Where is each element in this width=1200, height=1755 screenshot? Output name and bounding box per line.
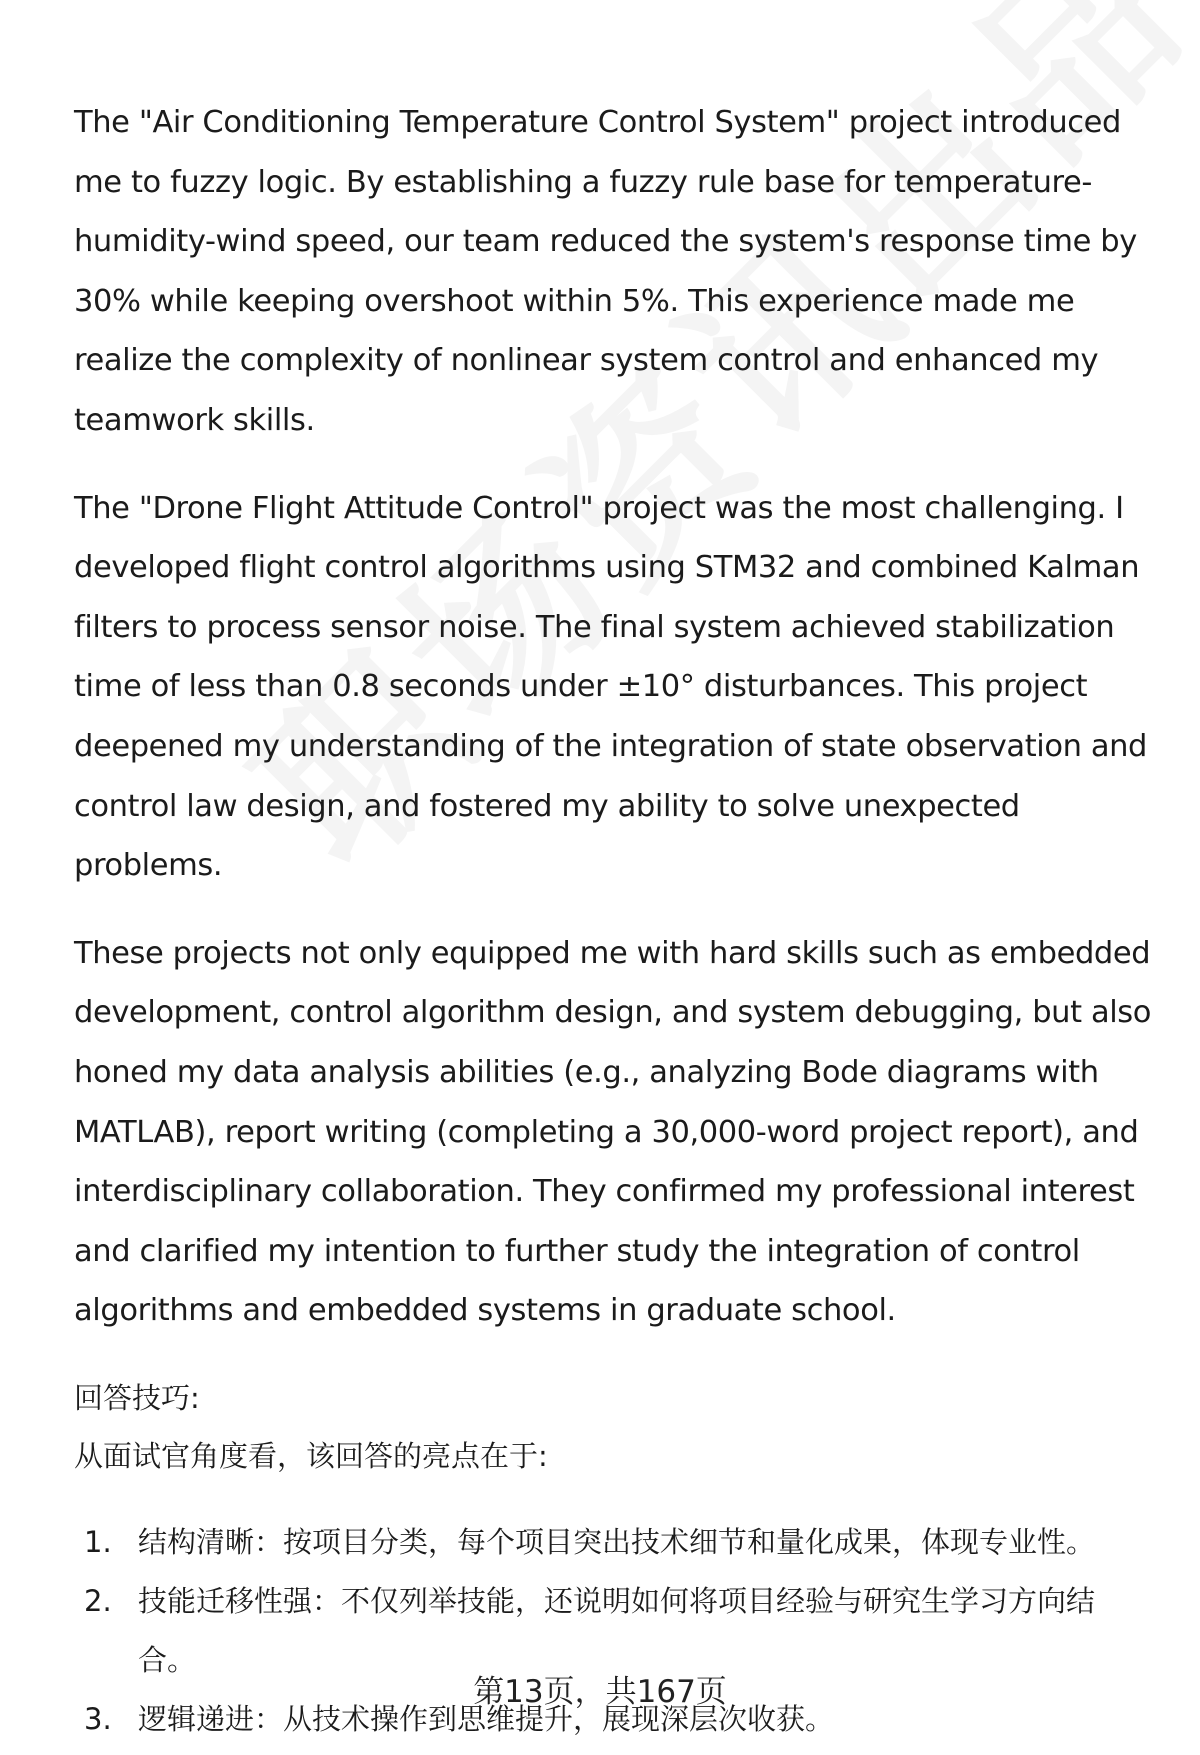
list-item-number: 3.: [84, 1701, 112, 1736]
list-item-text: 结构清晰：按项目分类，每个项目突出技术细节和量化成果，体现专业性。: [138, 1524, 1096, 1559]
list-item: [74, 1513, 1154, 1572]
list-item-text: 逻辑递进：从技术操作到思维提升，展现深层次收获。: [138, 1701, 835, 1736]
page-number: 第13页，共167页: [473, 1674, 727, 1710]
tips-intro: 从面试官角度看，该回答的亮点在于:: [74, 1438, 548, 1473]
paragraph: These projects not only equipped me with hard skills such as embedded development, control algorithm design, and system debugging, but also honed my data analysis abilities (e.g., analyzing Bode diagrams with MATLAB), report writing (completing a 30,000-word project report), and interdisciplinary collaboration. They confirmed my professional interest and clarified my intention to further study the integration of control algorithms and embedded systems in graduate school.: [74, 935, 1152, 1329]
tips-heading: 回答技巧:: [74, 1380, 200, 1415]
list-item-text: 技能迁移性强：不仅列举技能，还说明如何将项目经验与研究生学习方向结合。: [138, 1583, 1096, 1677]
tips-list: [74, 1513, 1154, 1749]
document-body: [74, 93, 1154, 1749]
paragraph: The "Drone Flight Attitude Control" project was the most challenging. I developed flight control algorithms using STM32 and combined Kalman filters to process sensor noise. The final system achieved stabilization time of less than 0.8 seconds under ±10° disturbances. This project deepened my understanding of the integration of state observation and control law design, and fostered my ability to solve unexpected problems.: [74, 490, 1148, 884]
list-item-number: 1.: [84, 1524, 112, 1559]
paragraph: The "Air Conditioning Temperature Control System" project introduced me to fuzzy logic. By establishing a fuzzy rule base for temperature-humidity-wind speed, our team reduced the system's response time by 30% while keeping overshoot within 5%. This experience made me realize the complexity of nonlinear system control and enhanced my teamwork skills.: [74, 105, 1137, 438]
list-item-number: 2.: [84, 1583, 112, 1618]
